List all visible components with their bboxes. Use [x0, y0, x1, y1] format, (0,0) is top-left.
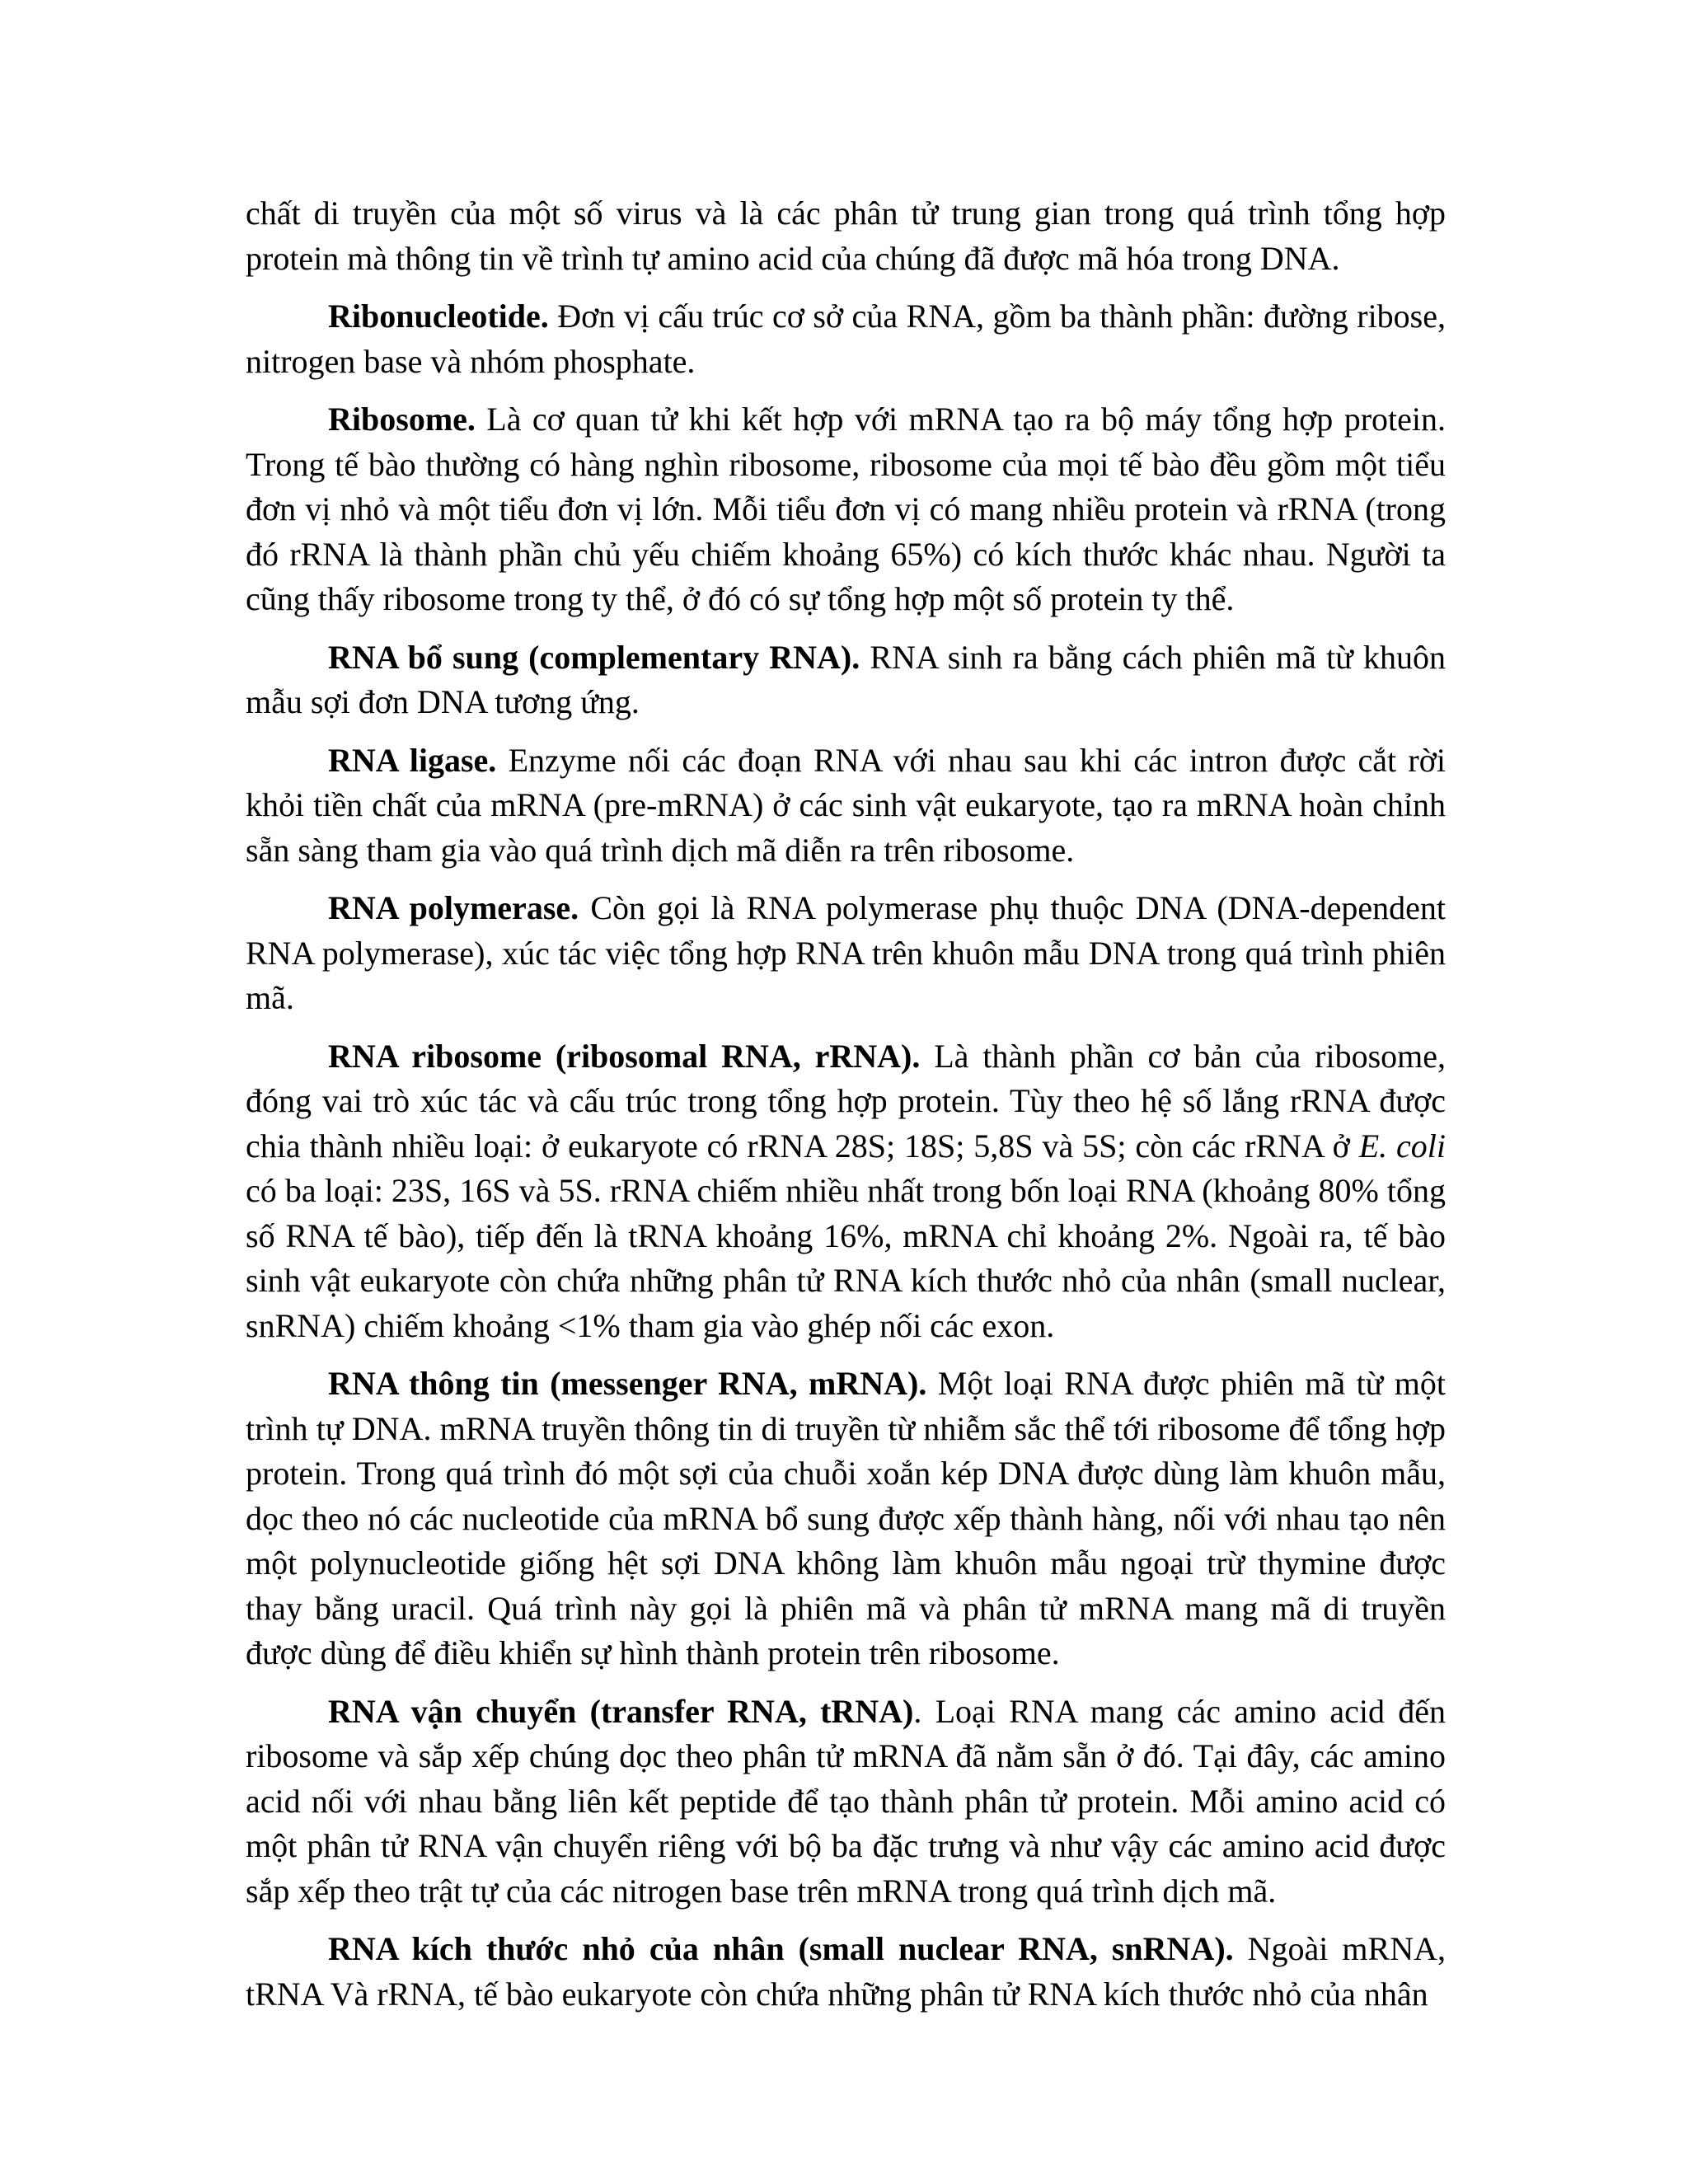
glossary-term: Ribosome. [328, 401, 476, 438]
glossary-term: Ribonucleotide. [328, 298, 549, 335]
glossary-entry-small-nuclear-rna [246, 1927, 1446, 2017]
glossary-definition-cont: có ba loại: 23S, 16S và 5S. rRNA chiếm nhiều nhất trong bốn loại RNA (khoảng 80% tổng số RNA tế bào), tiếp đến là tRNA khoảng 16%, mRNA chỉ khoảng 2%. Ngoài ra, tế bào sinh vật eukaryote còn chứa những phân tử RNA kích thước nhỏ của nhân (small nuclear, snRNA) chiếm khoảng <1% tham gia vào ghép nối các exon. [246, 1172, 1446, 1344]
paragraph-continuation [246, 191, 1446, 281]
glossary-definition: . Loại RNA mang các amino acid đến ribosome và sắp xếp chúng dọc theo phân tử mRNA đã nằm sẵn ở đó. Tại đây, các amino acid nối với nhau bằng liên kết peptide để tạo thành phân tử protein. Mỗi amino acid có một phân tử RNA vận chuyển riêng với bộ ba đặc trưng và như vậy các amino acid được sắp xếp theo trật tự của các nitrogen base trên mRNA trong quá trình dịch mã. [246, 1692, 1447, 1910]
glossary-term: RNA ribosome (ribosomal RNA, rRNA). [328, 1037, 921, 1075]
glossary-definition: RNA sinh ra bằng cách phiên mã từ khuôn mẫu sợi đơn DNA tương ứng. [246, 638, 1447, 720]
glossary-term: RNA thông tin (messenger RNA, mRNA). [328, 1365, 927, 1402]
glossary-definition: Còn gọi là RNA polymerase phụ thuộc DNA (DNA-dependent RNA polymerase), xúc tác việc tổng hợp RNA trên khuôn mẫu DNA trong quá trình phiên mã. [246, 889, 1446, 1016]
paragraph-text: chất di truyền của một số virus và là các phân tử trung gian trong quá trình tổng hợp protein mà thông tin về trình tự amino acid của chúng đã được mã hóa trong DNA. [246, 194, 1446, 277]
glossary-definition: Enzyme nối các đoạn RNA với nhau sau khi các intron được cắt rời khỏi tiền chất của mRNA (pre-mRNA) ở các sinh vật eukaryote, tạo ra mRNA hoàn chỉnh sẵn sàng tham gia vào quá trình dịch mã diễn ra trên ribosome. [246, 741, 1447, 869]
glossary-entry-ribonucleotide [246, 294, 1446, 384]
glossary-entry-messenger-rna [246, 1361, 1446, 1676]
glossary-term: RNA vận chuyển (transfer RNA, tRNA) [328, 1692, 914, 1730]
glossary-entry-complementary-rna [246, 635, 1446, 725]
glossary-definition: Là thành phần cơ bản của ribosome, đóng vai trò xúc tác và cấu trúc trong tổng hợp protein. Tùy theo hệ số lắng rRNA được chia thành nhiều loại: ở eukaryote có rRNA 28S; 18S; 5,8S và 5S; còn các rRNA ở [246, 1037, 1446, 1165]
glossary-definition: Là cơ quan tử khi kết hợp với mRNA tạo ra bộ máy tổng hợp protein. Trong tế bào thường có hàng nghìn ribosome, ribosome của mọi tế bào đều gồm một tiểu đơn vị nhỏ và một tiểu đơn vị lớn. Mỗi tiểu đơn vị có mang nhiều protein và rRNA (trong đó rRNA là thành phần chủ yếu chiếm khoảng 65%) có kích thước khác nhau. Người ta cũng thấy ribosome trong ty thể, ở đó có sự tổng hợp một số protein ty thể. [246, 401, 1446, 617]
glossary-definition: Một loại RNA được phiên mã từ một trình tự DNA. mRNA truyền thông tin di truyền từ nhiễm sắc thể tới ribosome để tổng hợp protein. Trong quá trình đó một sợi của chuỗi xoắn kép DNA được dùng làm khuôn mẫu, dọc theo nó các nucleotide của mRNA bổ sung được xếp thành hàng, nối với nhau tạo nên một polynucleotide giống hệt sợi DNA không làm khuôn mẫu ngoại trừ thymine được thay bằng uracil. Quá trình này gọi là phiên mã và phân tử mRNA mang mã di truyền được dùng để điều khiển sự hình thành protein trên ribosome. [246, 1365, 1447, 1671]
glossary-definition: Ngoài mRNA, tRNA Và rRNA, tế bào eukaryote còn chứa những phân tử RNA kích thước nhỏ của nhân [246, 1930, 1446, 2013]
glossary-entry-transfer-rna [246, 1690, 1446, 1915]
glossary-entry-ribosome [246, 397, 1446, 622]
glossary-entry-rna-ligase [246, 738, 1446, 874]
glossary-definition: Đơn vị cấu trúc cơ sở của RNA, gồm ba thành phần: đường ribose, nitrogen base và nhóm phosphate. [246, 298, 1446, 380]
glossary-entry-ribosomal-rna [246, 1034, 1446, 1349]
glossary-entry-rna-polymerase [246, 886, 1446, 1021]
glossary-term: RNA polymerase. [328, 889, 579, 926]
glossary-term: RNA ligase. [328, 741, 497, 779]
document-page [246, 191, 1446, 2030]
glossary-term: RNA kích thước nhỏ của nhân (small nuclear RNA, snRNA). [328, 1930, 1234, 1967]
species-name: E. coli [1358, 1127, 1446, 1165]
glossary-term: RNA bổ sung (complementary RNA). [328, 638, 860, 676]
